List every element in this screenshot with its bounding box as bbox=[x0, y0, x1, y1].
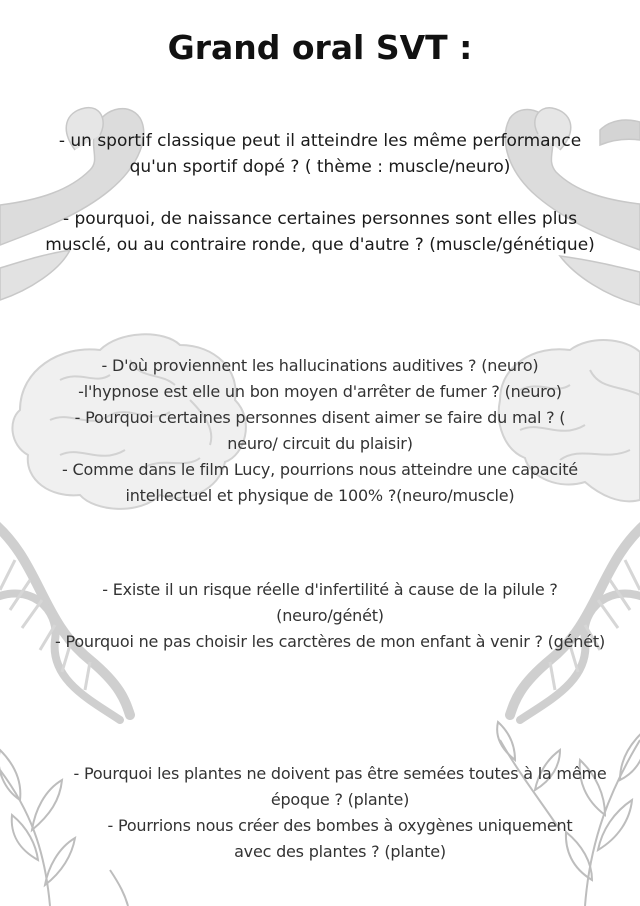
question-item: - Pourquoi ne pas choisir les carctères de mon enfant à venir ? (génét) bbox=[55, 632, 605, 651]
question-item: - Pourrions nous créer des bombes à oxygènes uniquement avec des plantes ? (plante) bbox=[107, 816, 573, 861]
question-item: - Pourquoi certaines personnes disent aimer se faire du mal ? ( neuro/ circuit du plaisir) bbox=[74, 408, 566, 453]
question-item: - un sportif classique peut il atteindre les même performance qu'un sportif dopé ? ( thème : muscle/neuro) bbox=[58, 131, 582, 177]
section-genetique bbox=[50, 577, 610, 655]
section-plante bbox=[60, 761, 620, 865]
question-item: - D'où proviennent les hallucinations auditives ? (neuro) bbox=[101, 356, 539, 375]
question-item: - Pourquoi les plantes ne doivent pas être semées toutes à la même époque ? (plante) bbox=[73, 764, 607, 809]
question-item: - Existe il un risque réelle d'infertilité à cause de la pilule ? (neuro/génét) bbox=[102, 580, 558, 625]
section-muscle bbox=[40, 128, 600, 258]
question-item: - Comme dans le film Lucy, pourrions nous atteindre une capacité intellectuel et physique de 100% ?(neuro/muscle) bbox=[62, 460, 578, 505]
page-title: Grand oral SVT : bbox=[167, 28, 473, 67]
section-neuro bbox=[35, 353, 605, 509]
question-item: -l'hypnose est elle un bon moyen d'arrêter de fumer ? (neuro) bbox=[78, 382, 562, 401]
question-item: - pourquoi, de naissance certaines personnes sont elles plus musclé, ou au contraire ronde, que d'autre ? (muscle/génétique) bbox=[45, 209, 595, 255]
